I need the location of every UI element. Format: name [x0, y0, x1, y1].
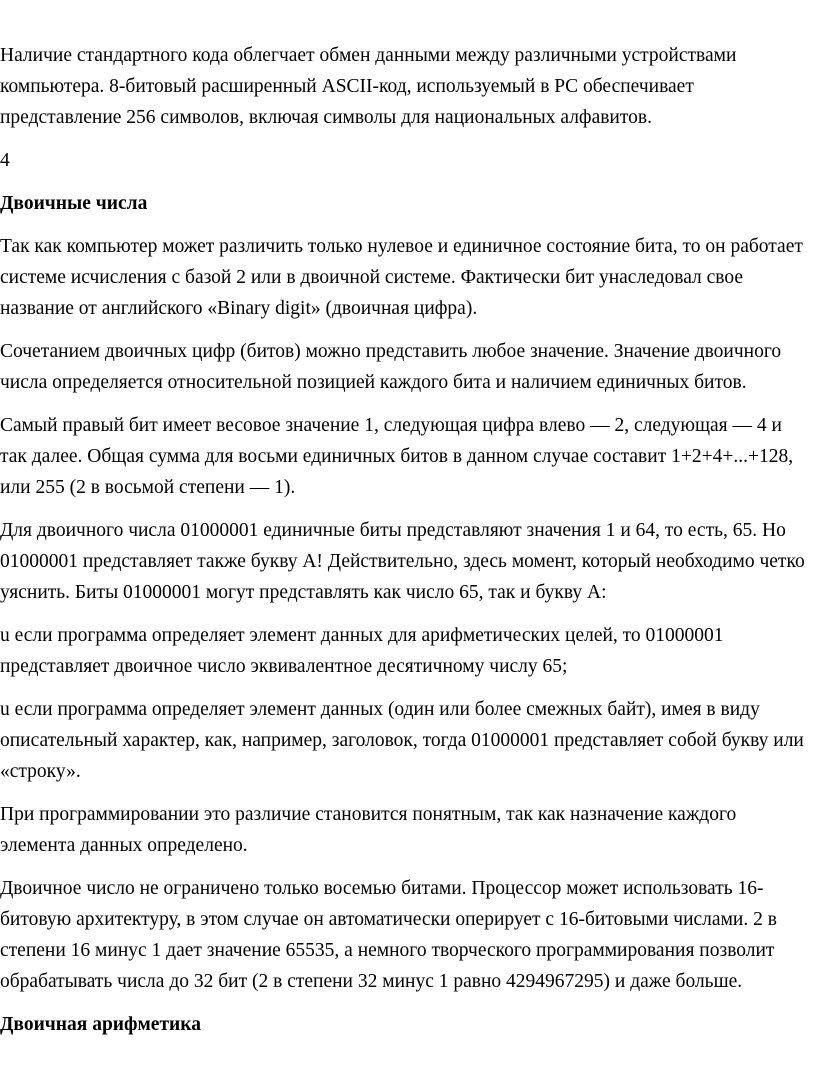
- document-page: [0, 40, 810, 1052]
- paragraph-bit-weights: Самый правый бит имеет весовое значение 1, следующая цифра влево — 2, следующая — 4 и так далее. Общая сумма для восьми единичных битов в данном случае составит 1+2+4+...+128, или 255 (2 в восьмой степени — 1).: [0, 415, 794, 498]
- list-item-arithmetic: u если программа определяет элемент данных для арифметических целей, то 01000001 представляет двоичное число эквивалентное десятичному числу 65;: [0, 625, 724, 677]
- paragraph-bit-combinations: Сочетанием двоичных цифр (битов) можно представить любое значение. Значение двоичного числа определяется относительной позицией каждого бита и наличием единичных битов.: [0, 341, 782, 393]
- paragraph-programming-distinction: При программировании это различие становится понятным, так как назначение каждого элемента данных определено.: [0, 804, 737, 856]
- paragraph-binary-example: Для двоичного числа 01000001 единичные биты представляют значения 1 и 64, то есть, 65. Но 01000001 представляет также букву А! Действительно, здесь момент, который необходимо четко уяснить. Биты 01000001 могут представлять как число 65, так и букву А:: [0, 520, 805, 603]
- paragraph-ascii-intro: Наличие стандартного кода облегчает обмен данными между различными устройствами компьютера. 8-битовый расширенный ASCII-код, используемый в PC обеспечивает представление 256 символов, включая символы для национальных алфавитов.: [0, 45, 737, 128]
- paragraph-binary-system: Так как компьютер может различить только нулевое и единичное состояние бита, то он работает системе исчисления с базой 2 или в двоичной системе. Фактически бит унаследовал свое название от английского «Binary digit» (двоичная цифра).: [0, 236, 803, 319]
- heading-binary-arithmetic: Двоичная арифметика: [0, 1014, 201, 1035]
- page-number: 4: [0, 150, 10, 171]
- list-item-string: u если программа определяет элемент данных (один или более смежных байт), имея в виду описательный характер, как, например, заголовок, тогда 01000001 представляет собой букву или «строку».: [0, 699, 804, 782]
- heading-binary-numbers: Двоичные числа: [0, 193, 148, 214]
- paragraph-bit-width: Двоичное число не ограничено только восемью битами. Процессор может использовать 16-битовую архитектуру, в этом случае он автоматически оперирует с 16-битовыми числами. 2 в степени 16 минус 1 дает значение 65535, а немного творческого программирования позволит обрабатывать числа до 32 бит (2 в степени 32 минус 1 равно 4294967295) и даже больше.: [0, 878, 777, 992]
